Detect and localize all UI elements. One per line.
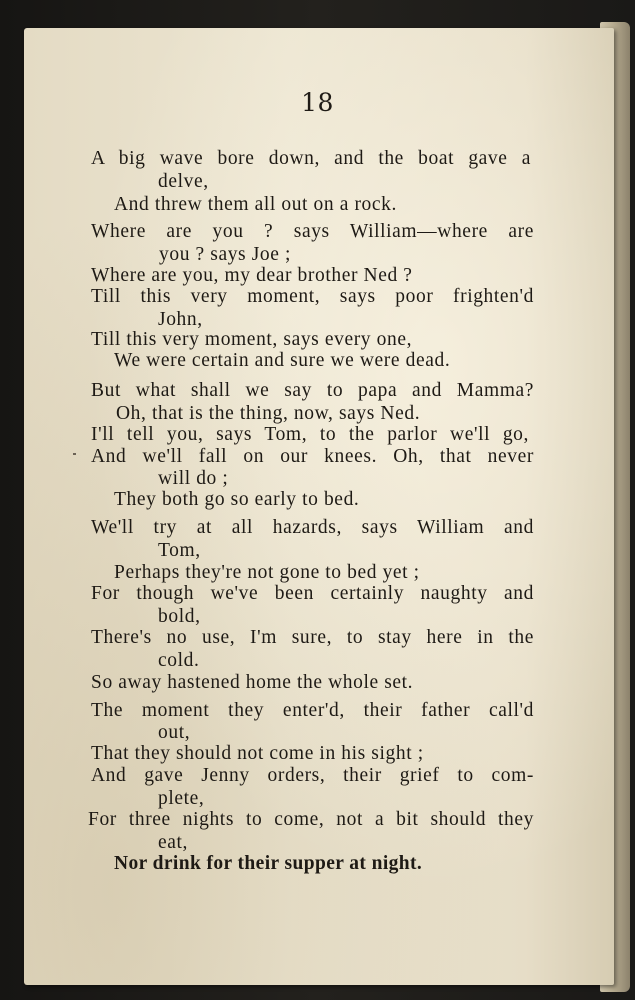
- poem-line: But what shall we say to papa and Mamma?: [91, 380, 534, 401]
- poem-line: eat,: [158, 832, 189, 853]
- poem-line: delve,: [158, 171, 209, 192]
- page-number: 18: [301, 88, 334, 117]
- poem-line: We were certain and sure we were dead.: [114, 350, 451, 371]
- poem-line: So away hastened home the whole set.: [91, 672, 414, 693]
- poem-line: Oh, that is the thing, now, says Ned.: [116, 403, 421, 424]
- ink-speck: [73, 453, 76, 455]
- poem-line: They both go so early to bed.: [114, 489, 360, 510]
- poem-line: out,: [158, 722, 191, 743]
- poem-line: The moment they enter'd, their father call'd: [91, 700, 534, 721]
- poem-line: Nor drink for their supper at night.: [114, 853, 423, 874]
- poem-line: John,: [158, 309, 203, 330]
- poem-line: will do ;: [158, 468, 229, 489]
- poem-line: Where are you ? says William—where are: [91, 221, 534, 242]
- poem-line: And gave Jenny orders, their grief to com-: [91, 765, 534, 786]
- poem-line: bold,: [158, 606, 201, 627]
- poem-line: That they should not come in his sight ;: [91, 743, 424, 764]
- poem-line: There's no use, I'm sure, to stay here in the: [91, 627, 534, 648]
- poem-line: Perhaps they're not gone to bed yet ;: [114, 562, 420, 583]
- poem-line: plete,: [158, 788, 205, 809]
- poem-line: Where are you, my dear brother Ned ?: [91, 265, 413, 286]
- poem-line: We'll try at all hazards, says William and: [91, 517, 534, 538]
- poem-line: you ? says Joe ;: [159, 244, 291, 265]
- poem-line: Tom,: [158, 540, 201, 561]
- poem-line: I'll tell you, says Tom, to the parlor we'll go,: [91, 424, 529, 445]
- poem-line: And we'll fall on our knees. Oh, that never: [91, 446, 534, 467]
- poem-line: Till this very moment, says poor frighten'd: [91, 286, 534, 307]
- poem-line: Till this very moment, says every one,: [91, 329, 413, 350]
- poem-line: For though we've been certainly naughty and: [91, 583, 534, 604]
- poem-line: A big wave bore down, and the boat gave a: [91, 148, 531, 169]
- poem-line: And threw them all out on a rock.: [114, 194, 397, 215]
- poem-line: cold.: [158, 650, 200, 671]
- poem-line: For three nights to come, not a bit should they: [88, 809, 534, 830]
